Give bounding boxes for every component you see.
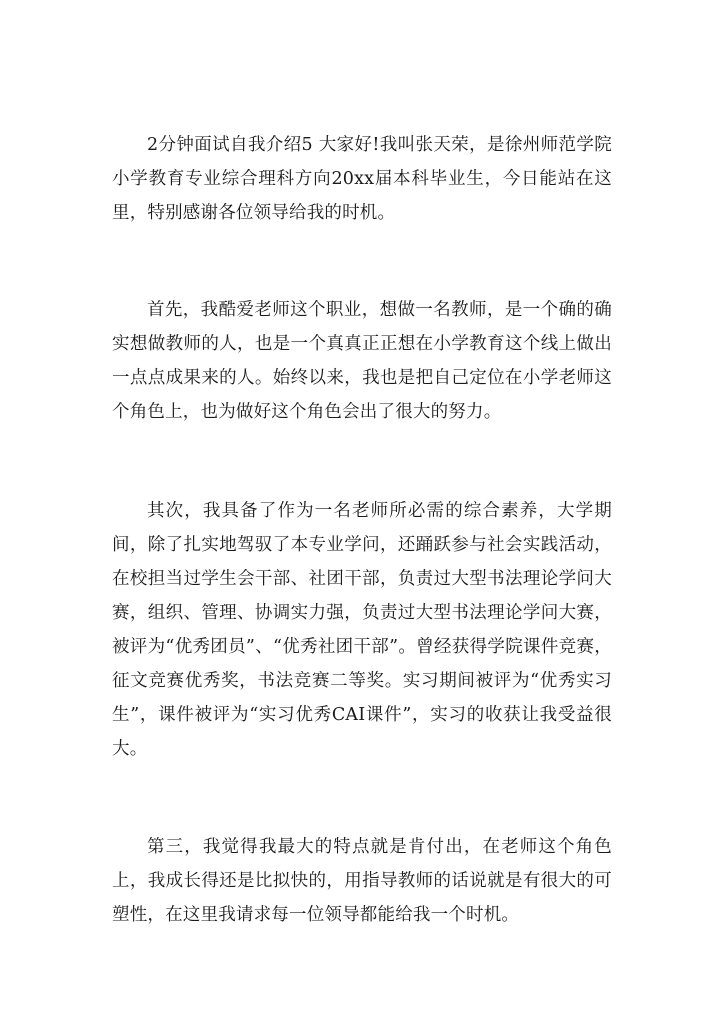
paragraph-second: 其次，我具备了作为一名老师所必需的综合素养，大学期间，除了扎实地驾驭了本专业学问，还踊跃参与社会实践活动，在校担当过学生会干部、社团干部，负责过大型书法理论学问大赛，组织、管理、协调实力强，负责过大型书法理论学问大赛，被评为“优秀团员”、“优秀社团干部”。曾经获得学院课件竞赛，征文竞赛优秀奖，书法竞赛二等奖。实习期间被评为“优秀实习生”，课件被评为“实习优秀CAI课件”，实习的收获让我受益很大。: [112, 501, 612, 759]
paragraph-first: 首先，我酷爱老师这个职业，想做一名教师，是一个确的确实想做教师的人，也是一个真真正正想在小学教育这个线上做出一点点成果来的人。始终以来，我也是把自己定位在小学老师这个角色上，也为做好这个角色会出了很大的努力。: [112, 300, 612, 422]
paragraph-third: 第三，我觉得我最大的特点就是肯付出，在老师这个角色上，我成长得还是比拟快的，用指导教师的话说就是有很大的可塑性，在这里我请求每一位领导都能给我一个时机。: [112, 837, 612, 925]
document-body: [112, 128, 612, 932]
paragraph-intro: 2分钟面试自我介绍5 大家好!我叫张天荣，是徐州师范学院小学教育专业综合理科方向20xx届本科毕业生，今日能站在这里，特别感谢各位领导给我的时机。: [112, 135, 612, 223]
